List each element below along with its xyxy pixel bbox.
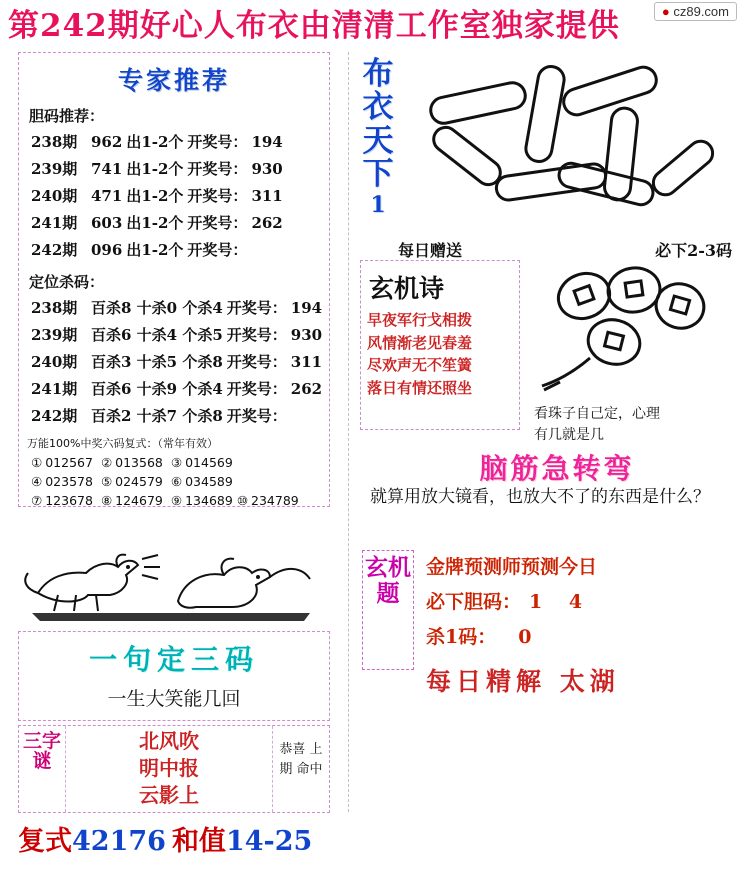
ding-period: 239期 [31,326,78,344]
prediction-kill-label: 杀1码： [426,626,497,648]
brain-teaser-title: 脑筋急转弯 [479,452,635,485]
mice-illustration [18,515,330,625]
fushi-value: 014569 [185,455,233,470]
xuanji-ti-label: 玄机题 [365,554,411,607]
coin-note-line: 有几就是几 [534,427,604,443]
fushi-index: ⑨ [170,493,183,508]
expert-recommend-box [18,52,330,507]
fushi-cell [167,491,303,510]
fushi-cell [27,453,97,472]
table-row [29,155,285,182]
watermark-dot: ● [661,4,670,19]
ding-draw-label: 开奖号： [226,380,287,398]
ding-draw-label: 开奖号： [226,353,287,371]
buyi-tianxia-title [358,58,398,218]
riddle-line: 北风吹 [139,729,199,753]
three-code-box [18,631,330,721]
fushi-value: 034589 [185,474,233,489]
expert-title [19,61,329,97]
coins-drawing-icon [530,254,730,424]
fushi-index: ① [31,455,43,470]
dan-period: 242期 [31,241,78,259]
dan-draw: 930 [251,159,283,178]
table-row [29,209,285,236]
table-row [29,182,285,209]
dan-rule: 出1-2个 [126,241,184,259]
ding-kill: 百杀6 十杀4 个杀5 [91,326,223,344]
ding-period: 241期 [31,380,78,398]
table-row [29,375,324,402]
ding-kill: 百杀2 十杀7 个杀8 [91,407,223,425]
dan-rule: 出1-2个 [126,133,184,151]
fushi-label: 复式 [18,826,72,857]
fushi-cell [97,472,167,491]
dan-draw-label: 开奖号： [187,214,248,232]
header [8,6,731,46]
fushi-index: ⑥ [170,474,183,489]
footer-banner: 每日精解 太湖 [426,667,620,696]
prediction-headline: 金牌预测师预测今日 [426,556,598,578]
prediction-dan-label: 必下胆码： [426,591,522,613]
fushi-value: 134689 [185,493,233,508]
dan-period: 241期 [31,214,78,232]
table-row [29,294,324,321]
fushi-cell [167,453,303,472]
dan-draw-label: 开奖号： [187,187,248,205]
riddle-line: 明中报 [139,756,199,780]
riddle-label-text: 三字谜 [22,730,61,772]
fushi-note: 万能100%中奖六码复式：（常年有效） [27,437,218,450]
fushi-cell [27,491,97,510]
mice-drawing-icon [18,515,330,625]
three-code-subtitle: 一生大笑能几回 [107,688,241,710]
left-column [18,52,348,858]
watermark-text: cz89.com [673,4,729,19]
coin-note-line: 看珠子自己定，心理 [534,406,660,422]
fushi-cell [97,491,167,510]
dan-num: 096 [91,240,123,259]
coin-note [534,404,730,446]
table-row [29,402,324,429]
top-sketch [412,52,732,242]
riddle-box [18,725,330,813]
sum-label: 和值 [171,826,226,857]
riddle-label [19,726,66,812]
ding-draw: 930 [290,325,323,344]
prediction-dan-value: 1 4 [529,591,593,613]
dan-period: 238期 [31,133,78,151]
ding-kill: 百杀3 十杀5 个杀8 [91,353,223,371]
ding-section-label: 定位杀码： [29,273,105,291]
table-row [27,472,303,491]
column-divider [348,52,349,812]
ding-draw: 262 [290,379,323,398]
dan-draw: 262 [251,213,283,232]
ding-period: 238期 [31,299,78,317]
fushi-cell [97,453,167,472]
sum-value: 14-25 [225,826,313,857]
table-row [29,236,285,263]
prediction-dan [426,587,726,614]
ding-period: 242期 [31,407,78,425]
fushi-value: 123678 [45,493,93,508]
ding-draw: 311 [290,352,323,371]
poem-line: 早夜军行戈相拨 [367,311,473,329]
must-bet-label: 必下2-3码 [655,241,732,260]
dan-rule: 出1-2个 [126,160,184,178]
fushi-value: 024579 [115,474,163,489]
fushi-index: ④ [31,474,43,489]
prediction-box [426,552,726,649]
riddle-lines [66,726,272,812]
dan-num: 603 [91,213,123,232]
ding-kill: 百杀8 十杀0 个杀4 [91,299,223,317]
dan-num: 962 [91,132,123,151]
dan-draw-label: 开奖号： [187,241,248,259]
dan-rule: 出1-2个 [126,214,184,232]
dan-draw [249,236,284,263]
riddle-hit-note: 恭喜 上期 命中 [272,726,329,812]
fushi-index: ⑤ [100,474,113,489]
xuanji-题-box [362,550,414,670]
table-row [29,348,324,375]
table-row [27,453,303,472]
poem-line: 风情渐老见春羞 [367,333,473,352]
fushi-value-big: 42176 [72,826,166,857]
ding-draw [289,402,324,429]
dan-section-label: 胆码推荐： [29,107,105,125]
prediction-kill [426,622,726,649]
fushi-value: 023578 [45,474,93,489]
poem-line: 落日有情还照坐 [367,378,473,397]
fushi-index: ⑧ [100,493,113,508]
fushi-index: ⑩ [236,493,249,508]
ding-period: 240期 [31,353,78,371]
ding-draw-label: 开奖号： [226,407,287,425]
prediction-kill-value: 0 [518,626,532,648]
xuanji-poem-box [360,260,520,430]
dan-draw: 194 [251,132,283,151]
fushi-value: 234789 [251,493,299,508]
daily-gift-label: 每日赠送 [398,241,463,260]
page-title: 第242期好心人布衣由清清工作室独家提供 [8,8,620,44]
fushi-table [27,453,303,510]
ding-kill: 百杀6 十杀9 个杀4 [91,380,223,398]
xuanji-title: 玄机诗 [369,274,445,303]
dan-period: 239期 [31,160,78,178]
dan-num: 471 [91,186,123,205]
riddle-line: 云影上 [139,783,199,807]
table-row [29,128,285,155]
dan-rule: 出1-2个 [126,187,184,205]
ding-table [29,294,324,429]
xuanji-poem-lines [361,309,519,399]
brain-teaser-question: 就算用放大镜看，也放大不了的东西是什么？ [370,487,710,507]
table-row [29,321,324,348]
bottom-summary [18,819,348,858]
coins-sketch [530,254,730,424]
dan-draw: 311 [251,186,283,205]
fushi-cell [167,472,303,491]
buyi-tianxia-number: 1 [370,191,386,218]
dan-draw-label: 开奖号： [187,133,248,151]
fushi-value: 013568 [115,455,163,470]
buyi-tianxia-text: 布衣天下 [362,56,394,193]
abstract-sticks-drawing-icon [412,52,732,242]
poem-line: 尽欢声无不笙簧 [367,356,473,374]
dan-period: 240期 [31,187,78,205]
ding-draw-label: 开奖号： [226,326,287,344]
dan-table [29,128,285,263]
dan-draw-label: 开奖号： [187,160,248,178]
three-code-title: 一句定三码 [88,643,259,676]
fushi-value: 124679 [115,493,163,508]
watermark-badge [654,2,737,21]
fushi-index: ⑦ [31,493,43,508]
ding-draw: 194 [290,298,323,317]
fushi-index: ③ [170,455,183,470]
table-row [27,491,303,510]
fushi-value: 012567 [45,455,93,470]
ding-draw-label: 开奖号： [226,299,287,317]
fushi-cell [27,472,97,491]
expert-title-text: 专家推荐 [117,66,230,95]
fushi-index: ② [100,455,113,470]
dan-num: 741 [91,159,123,178]
